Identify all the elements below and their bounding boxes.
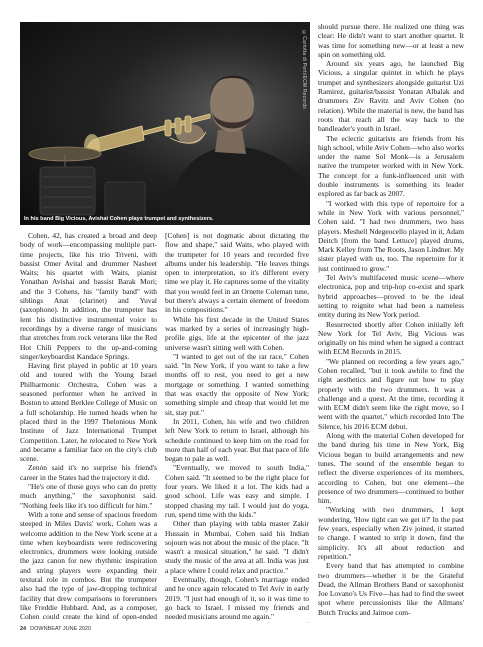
paragraph: "Working with two drummers, I kept wondering, 'How tight can we get it?' In the past few years, especially when Ziv joined, it started to change. I wanted to strip it down, find the simplicity. It's all about reduction and repetition." <box>318 505 464 561</box>
paragraph: "We planned on recording a few years ago," Cohen recalled, "but it took awhile to find the right aesthetics and figure out how to play properly with the two drummers. It was a challenge and a quest. At the time, recording it with ECM didn't seem like the right move, so I went with the quartet," which recorded Into The Silence, his 2016 ECM debut. <box>318 356 464 431</box>
paragraph: "I worked with this type of repertoire for a while in New York with various personnel," Cohen said. "I had two drummers, two bass players. Meshell Ndegeocello played in it, Adam Deitch [from the band Lettuce] played drums, Mark Kelley from The Roots, Jason Lindner. My sister played with us, too. The repertoire for it just continued to grow." <box>318 198 464 273</box>
paragraph: "He's one of those guys who can do pretty much anything," the saxophonist said. "Nothing feels like it's too difficult for him." <box>20 482 157 510</box>
paragraph: [Cohen] is not dogmatic about dictating the flow and shape," said Waits, who played with the trumpeter for 10 years and recorded five albums under his leadership. "He leaves things open to interpretation, so it's different every time we play it. He captures some of the vitality that you would feel in an Ornette Coleman tune, but there's always a certain element of freedom in his compositions." <box>165 231 309 315</box>
page-footer <box>20 626 91 632</box>
paragraph: "Eventually, we moved to south India," Cohen said. "It seemed to be the right place for four years. We liked it a lot. The kids had a good school. Life was easy and simple. I stopped chasing my tail. I would just do yoga, run, spend time with the kids." <box>165 463 309 519</box>
paragraph: "I wanted to get out of the rat race," Cohen said. "In New York, if you want to take a few months off to rest, you need to get a new mortgage or something. I wanted something that was exactly the opposite of New York; something simple and cheap that would let me sit, stay put." <box>165 351 309 417</box>
article-column-3 <box>318 22 464 623</box>
paragraph <box>165 621 309 623</box>
paragraph: Along with the material Cohen developed for the band during his time in New York, Big Vicious began to build arrangements and new tunes. The sound of the ensemble began to reflect the diverse experiences of its members, according to Cohen, but one element—the presence of two drummers—continued to bother him. <box>318 431 464 506</box>
paragraph: Eventually, though, Cohen's marriage ended and he once again relocated to Tel Aviv in early 2019. "I just had enough of it, so it was time to go back to Israel. I missed my friends and needed musicians around me again." <box>165 574 309 622</box>
paragraph: Other than playing with tabla master Zakir Hussain in Mumbai, Cohen said his Indian sojourn was not about the music of the place. "It wasn't a musical situation," he said. "I didn't study the music of the area at all. India was just a place where I could relax and practice." <box>165 519 309 575</box>
paragraph: should pursue there. He realized one thing was clear: He didn't want to start another quartet. It was time for something new—or at least a new spin on something old. <box>318 22 464 59</box>
paragraph: Around six years ago, he launched Big Vicious, a singular quintet in which he plays trumpet and synthesizers alongside guitarist Uzi Ramirez, guitarist/bassist Yonatan Albalak and drummers Ziv Ravitz and Aviv Cohen (no relation). While the material is new, the band has roots that reach all the way back to the bandleader's youth in Israel. <box>318 59 464 134</box>
photo-illustration <box>20 22 310 225</box>
paragraph: Tel Aviv's multifaceted music scene—where electronica, pop and trip-hop co-exist and spark hybrid approaches—proved to be the ideal setting to reignite what had been a nameless entity during its New York period. <box>318 273 464 320</box>
article-column-2 <box>165 231 309 623</box>
paragraph: The eclectic guitarists are friends from his high school, while Aviv Cohen—who also works under the name Sol Monk—is a Jerusalem native the trumpeter worked with in New York. The concept for a funk-influenced unit with double instruments is something its leader explored as far back as 2007. <box>318 133 464 199</box>
paragraph: While his first decade in the United States was marked by a series of increasingly high-profile gigs, life at the epicenter of the jazz universe wasn't sitting well with Cohen. <box>165 314 309 352</box>
paragraph: Resurrected shortly after Cohen initially left New York for Tel Aviv, Big Vicious was originally on his mind when he signed a contract with ECM Records in 2015. <box>318 319 464 357</box>
paragraph: With a tone and sense of spacious freedom steeped in Miles Davis' work, Cohen was a welcome addition to the New York scene at a time when keyboardists were rediscovering electronics, drummers were looking outside the jazz canon for new rhythmic inspiration and string players were expanding their textural role in combos. But the trumpeter also had the type of jaw-dropping technical facility that drew comparisons to forerunners like Freddie Hubbard. And, as a composer, Cohen could create the kind of open-ended <box>20 509 157 622</box>
article-column-1 <box>20 231 157 623</box>
paragraph: Cohen, 42, has created a broad and deep body of work—encompassing multiple part-time projects, like his trio Triveni, with bassist Omer Avital and drummer Nasheet Waits; his quartet with Waits, pianist Yonathan Avishai and bassist Barak Mori; and the 3 Cohens, his "family band" with siblings Anat (clarinet) and Yuval (saxophone). In addition, the trumpeter has lent his distinctive instrumental voice to recordings by a diverse range of musicians that stretches from rock veterans like the Red Hot Chili Peppers to the up-and-coming singer/keyboardist Kandace Springs. <box>20 231 157 361</box>
publication-name: DOWNBEAT JUNE 2020 <box>30 626 92 632</box>
page-number: 24 <box>20 626 27 632</box>
photo-credit: ©Carlotta di Perti/ECM Records <box>301 30 307 109</box>
paragraph: Having first played in public at 10 years old and toured with the Young Israel Philharmonic Orchestra, Cohen was a seasoned performer when he arrived in Boston to attend Berklee College of Music on a full scholarship. He turned heads when he placed third in the 1997 Thelonious Monk Institute of Jazz International Trumpet Competition. Later, he relocated to New York and became a familiar face on the city's club scene. <box>20 361 157 464</box>
paragraph: In 2011, Cohen, his wife and two children left New York to return to Israel, although his schedule continued to keep him on the road for more than half of each year. But that pace of life began to pale as well. <box>165 416 309 464</box>
article-photo <box>20 22 310 225</box>
photo-caption: In his band Big Vicious, Avishai Cohen plays trumpet and synthesizers. <box>24 216 214 222</box>
paragraph: Every band that has attempted to combine two drummers—whether it be the Grateful Dead, the Allman Brothers Band or saxophonist Joe Lovano's Us Five—has had to find the sweet spot where percussionists like the Allmans' Butch Trucks and Jaimoe com- <box>318 561 464 617</box>
paragraph: Zenón said it's no surprise his friend's career in the States had the trajectory it did. <box>20 463 157 482</box>
